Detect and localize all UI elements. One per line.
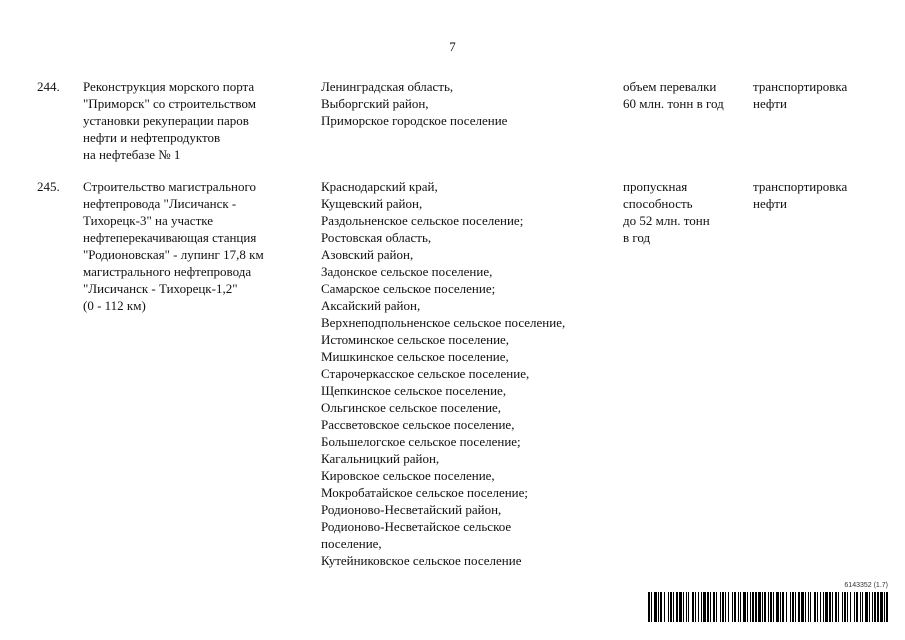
barcode-bar bbox=[844, 592, 846, 622]
barcode-bar bbox=[701, 592, 702, 622]
location-line: Самарское сельское поселение; bbox=[321, 281, 496, 296]
barcode-bar bbox=[664, 592, 665, 622]
barcode-bar bbox=[798, 592, 800, 622]
barcode-bar bbox=[658, 592, 659, 622]
barcode-bar bbox=[688, 592, 689, 622]
barcode-bar bbox=[734, 592, 736, 622]
capacity-line: до 52 млн. тонн bbox=[623, 213, 710, 228]
location-line: Большелогское сельское поселение; bbox=[321, 434, 521, 449]
barcode-bar bbox=[850, 592, 851, 622]
barcode-bar bbox=[738, 592, 739, 622]
barcode-bar bbox=[686, 592, 687, 622]
barcode-bar bbox=[869, 592, 870, 622]
purpose-line: нефти bbox=[753, 196, 787, 211]
barcode-bar bbox=[884, 592, 885, 622]
barcode-bar bbox=[872, 592, 873, 622]
barcode-bar bbox=[862, 592, 863, 622]
barcode-bar bbox=[725, 592, 726, 622]
purpose-line: транспортировка bbox=[753, 79, 848, 94]
location-line: Мокробатайское сельское поселение; bbox=[321, 485, 529, 500]
capacity-line: пропускная bbox=[623, 179, 688, 194]
barcode-bar bbox=[825, 592, 828, 622]
location-line: Ростовская область, bbox=[321, 230, 432, 245]
barcode-bar bbox=[755, 592, 757, 622]
location-line: Краснодарский край, bbox=[321, 179, 438, 194]
location-line: Аксайский район, bbox=[321, 298, 421, 313]
location-line: Раздольненское сельское поселение; bbox=[321, 213, 524, 228]
barcode-bar bbox=[880, 592, 883, 622]
barcode-bar bbox=[747, 592, 748, 622]
location-line: Азовский район, bbox=[321, 247, 414, 262]
object-name bbox=[83, 178, 315, 314]
barcode-bar bbox=[773, 592, 774, 622]
purpose-line: транспортировка bbox=[753, 179, 848, 194]
barcode-bar bbox=[679, 592, 682, 622]
barcode-bar bbox=[732, 592, 733, 622]
barcode-bar bbox=[670, 592, 672, 622]
barcode-bar bbox=[829, 592, 831, 622]
barcode-bar bbox=[676, 592, 678, 622]
object-name-line: нефтепровода "Лисичанск - bbox=[83, 196, 237, 211]
barcode-bar bbox=[750, 592, 751, 622]
barcode-bar bbox=[683, 592, 684, 622]
barcode-bar bbox=[770, 592, 772, 622]
location-line: Мишкинское сельское поселение, bbox=[321, 349, 509, 364]
barcode-bar bbox=[782, 592, 784, 622]
location-line: Родионово-Несветайское сельское bbox=[321, 519, 512, 534]
barcode-bar bbox=[847, 592, 848, 622]
barcode-bar bbox=[660, 592, 662, 622]
barcode-bar bbox=[698, 592, 699, 622]
object-name-line: магистрального нефтепровода bbox=[83, 264, 252, 279]
location-line: Родионово-Несветайский район, bbox=[321, 502, 502, 517]
object-purpose bbox=[753, 78, 883, 112]
barcode-bar bbox=[874, 592, 876, 622]
barcode-bar bbox=[790, 592, 791, 622]
object-name-line: на нефтебазе № 1 bbox=[83, 147, 181, 162]
barcode-bar bbox=[776, 592, 779, 622]
location-line: Приморское городское поселение bbox=[321, 113, 508, 128]
object-name-line: Тихорецк-3" на участке bbox=[83, 213, 214, 228]
object-name-line: "Приморск" со строительством bbox=[83, 96, 256, 111]
location-line: Кутейниковское сельское поселение bbox=[321, 553, 522, 568]
object-name-line: (0 - 112 км) bbox=[83, 298, 146, 313]
barcode-bar bbox=[780, 592, 781, 622]
barcode-bar bbox=[820, 592, 821, 622]
barcode-bar bbox=[758, 592, 761, 622]
capacity-line: способность bbox=[623, 196, 693, 211]
barcode-bar bbox=[668, 592, 669, 622]
barcode-bar bbox=[654, 592, 657, 622]
row-number: 244. bbox=[37, 79, 60, 94]
page-number: 7 bbox=[449, 39, 456, 54]
object-location bbox=[321, 78, 616, 129]
barcode-bar bbox=[713, 592, 715, 622]
barcode-bar bbox=[860, 592, 861, 622]
purpose-line: нефти bbox=[753, 96, 787, 111]
barcode-bar bbox=[817, 592, 818, 622]
barcode-bar bbox=[823, 592, 824, 622]
object-name-line: нефти и нефтепродуктов bbox=[83, 130, 221, 145]
barcode-bar bbox=[752, 592, 754, 622]
object-name-line: "Родионовская" - лупинг 17,8 км bbox=[83, 247, 264, 262]
barcode-bar bbox=[710, 592, 711, 622]
location-line: Верхнеподпольненское сельское поселение, bbox=[321, 315, 566, 330]
barcode-bar bbox=[856, 592, 858, 622]
document-barcode bbox=[648, 582, 888, 624]
barcode-bar bbox=[740, 592, 741, 622]
barcode-bar bbox=[792, 592, 794, 622]
barcode-bar bbox=[795, 592, 796, 622]
location-line: Кировское сельское поселение, bbox=[321, 468, 495, 483]
location-line: Истоминское сельское поселение, bbox=[321, 332, 510, 347]
barcode-bar bbox=[695, 592, 696, 622]
barcode-bar bbox=[703, 592, 706, 622]
object-name bbox=[83, 78, 315, 163]
barcode-bar bbox=[768, 592, 769, 622]
row-number: 245. bbox=[37, 179, 60, 194]
barcode-bar bbox=[810, 592, 811, 622]
object-capacity bbox=[623, 78, 748, 112]
barcode-bar bbox=[854, 592, 855, 622]
object-purpose bbox=[753, 178, 883, 212]
barcode-bar bbox=[835, 592, 837, 622]
barcode-bar bbox=[707, 592, 709, 622]
location-line: Старочеркасское сельское поселение, bbox=[321, 366, 530, 381]
location-line: Щепкинское сельское поселение, bbox=[321, 383, 507, 398]
barcode-bar bbox=[673, 592, 674, 622]
barcode-bar bbox=[877, 592, 879, 622]
location-line: Ольгинское сельское поселение, bbox=[321, 400, 502, 415]
barcode-bar bbox=[838, 592, 839, 622]
barcode-bar bbox=[865, 592, 868, 622]
barcode-bar bbox=[762, 592, 763, 622]
barcode-bar bbox=[728, 592, 729, 622]
capacity-line: объем перевалки bbox=[623, 79, 717, 94]
object-name-line: Строительство магистрального bbox=[83, 179, 256, 194]
barcode-bar bbox=[720, 592, 721, 622]
object-name-line: "Лисичанск - Тихорецк-1,2" bbox=[83, 281, 238, 296]
barcode-icon bbox=[648, 592, 888, 622]
barcode-bar bbox=[832, 592, 833, 622]
capacity-line: 60 млн. тонн в год bbox=[623, 96, 724, 111]
barcode-bar bbox=[808, 592, 809, 622]
barcode-bar bbox=[648, 592, 650, 622]
barcode-bar bbox=[651, 592, 652, 622]
object-capacity bbox=[623, 178, 748, 246]
barcode-bar bbox=[842, 592, 843, 622]
object-name-line: Реконструкция морского порта bbox=[83, 79, 255, 94]
barcode-bar bbox=[801, 592, 804, 622]
barcode-bar bbox=[814, 592, 816, 622]
location-line: поселение, bbox=[321, 536, 382, 551]
object-name-line: установки рекуперации паров bbox=[83, 113, 249, 128]
object-location bbox=[321, 178, 616, 569]
barcode-caption: 6143352 (1.7) bbox=[844, 582, 888, 589]
barcode-bar bbox=[743, 592, 746, 622]
barcode-bar bbox=[786, 592, 787, 622]
location-line: Кагальницкий район, bbox=[321, 451, 440, 466]
capacity-line: в год bbox=[623, 230, 651, 245]
barcode-bar bbox=[716, 592, 717, 622]
barcode-bar bbox=[886, 592, 888, 622]
location-line: Выборгский район, bbox=[321, 96, 429, 111]
barcode-bar bbox=[692, 592, 694, 622]
location-line: Ленинградская область, bbox=[321, 79, 454, 94]
location-line: Рассветовское сельское поселение, bbox=[321, 417, 515, 432]
object-name-line: нефтеперекачивающая станция bbox=[83, 230, 257, 245]
location-line: Задонское сельское поселение, bbox=[321, 264, 493, 279]
barcode-bar bbox=[805, 592, 806, 622]
barcode-bar bbox=[722, 592, 724, 622]
location-line: Кущевский район, bbox=[321, 196, 423, 211]
barcode-bar bbox=[764, 592, 766, 622]
